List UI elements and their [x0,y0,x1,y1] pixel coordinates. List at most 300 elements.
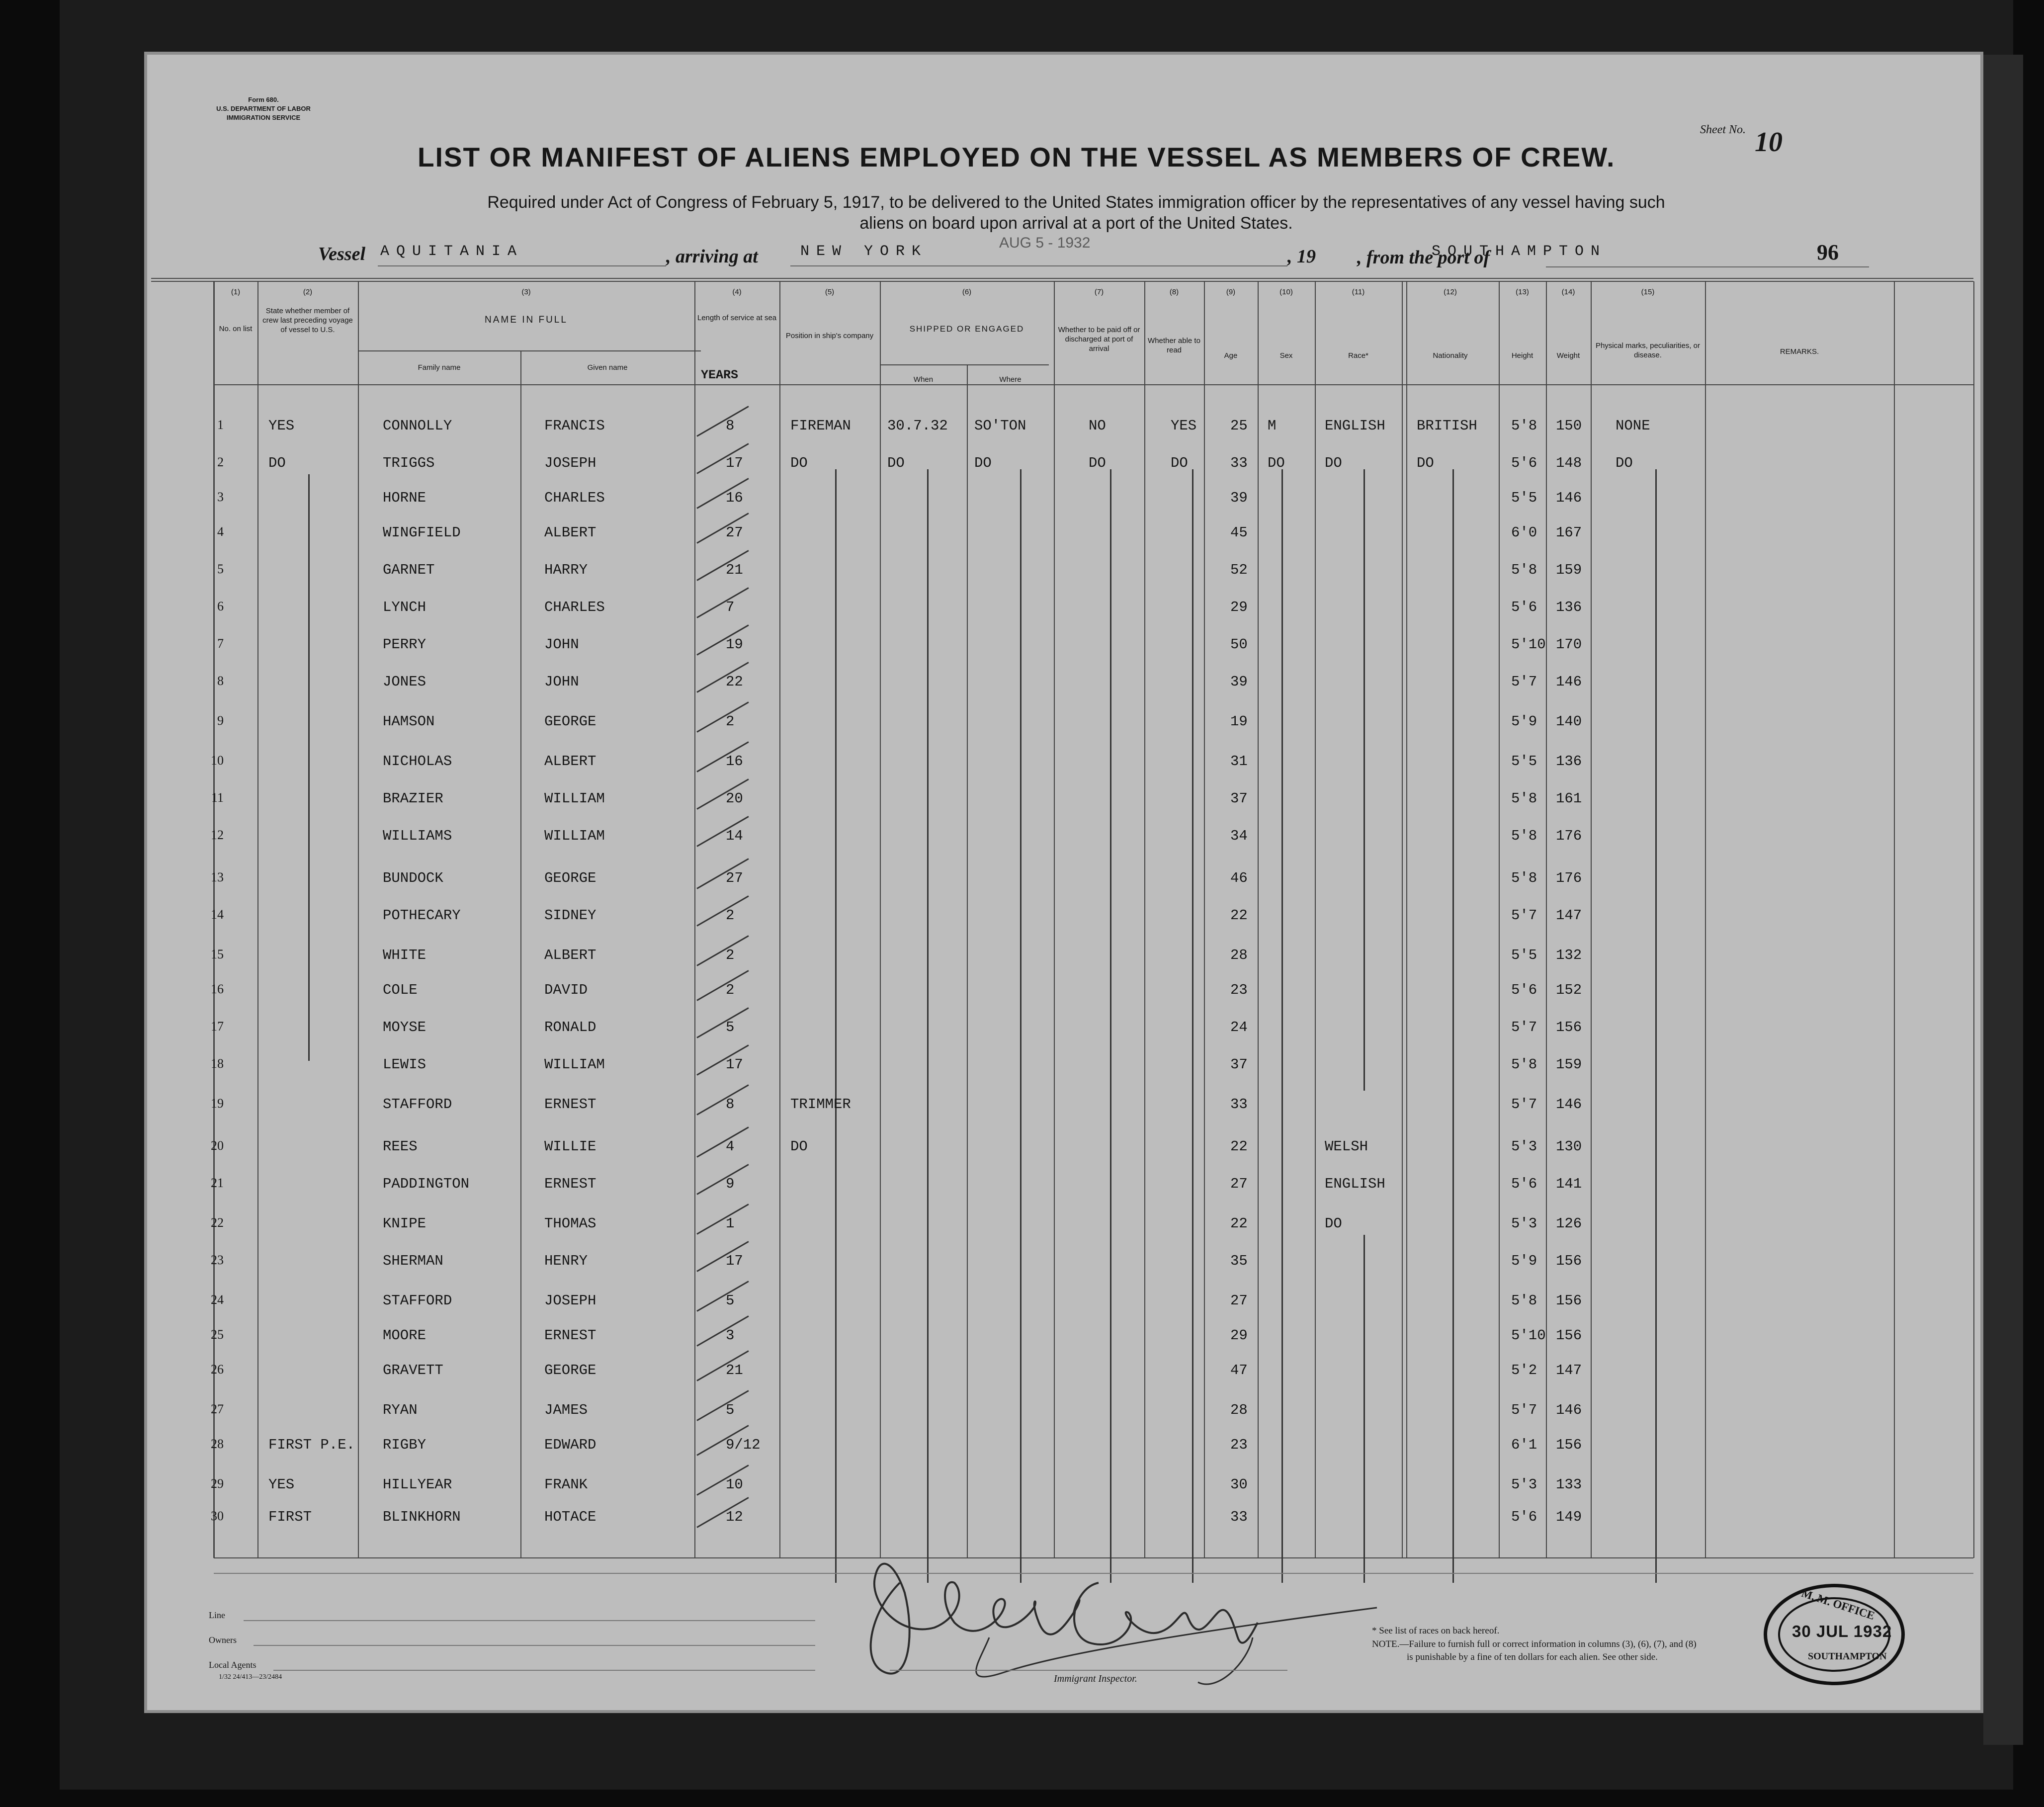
col-header-service-length: Length of service at sea [697,314,777,322]
cell-given: EDWARD [544,1437,596,1453]
cell-given: ALBERT [544,947,596,963]
col-rule [1705,281,1706,1558]
cell-family: RYAN [383,1402,418,1418]
cell-no: 27 [211,1402,224,1416]
cell-age: 24 [1230,1019,1248,1035]
cell-given: FRANCIS [544,418,605,434]
cell-age: 23 [1230,982,1248,998]
sheet-number: 10 [1755,127,1783,158]
arrival-port: NEW YORK [800,243,928,260]
cell-service: 2 [726,982,735,998]
col-header-read: Whether able to read [1148,337,1200,354]
cell-age: 19 [1230,713,1248,730]
cell-sex: M [1268,418,1277,434]
cell-family: LEWIS [383,1056,426,1073]
cell-no: 3 [217,490,224,504]
cell-weight: 148 [1556,455,1582,471]
cell-weight: 167 [1556,524,1582,541]
col-rule [1315,281,1316,1558]
cell-family: BRAZIER [383,790,443,807]
cell-service: 5 [726,1292,735,1309]
cell-height: 5'8 [1511,562,1537,578]
cell-no: 22 [211,1215,224,1230]
cell-race: ENGLISH [1325,418,1385,434]
from-port-label: , from the port of [1357,247,1490,268]
cell-given: SIDNEY [544,907,596,924]
col-header-where: Where [999,375,1022,384]
cell-service: 10 [726,1476,743,1493]
col-number: (1) [231,288,241,296]
cell-given: FRANK [544,1476,588,1493]
cell-given: JOSEPH [544,455,596,471]
cell-age: 30 [1230,1476,1248,1493]
col-rule [257,281,258,1558]
cell-family: REES [383,1138,418,1155]
col-rule [358,281,359,1558]
cell-service: 4 [726,1138,735,1155]
print-code: 1/32 24/413—23/2484 [219,1673,282,1681]
cell-service: 14 [726,828,743,844]
cell-height: 5'9 [1511,713,1537,730]
cell-no: 25 [211,1327,224,1342]
cell-family: GRAVETT [383,1362,443,1378]
cell-weight: 140 [1556,713,1582,730]
cell-read: YES [1171,418,1197,434]
cell-where: DO [974,455,992,471]
arriving-label: , arriving at [666,246,758,267]
cell-weight: 126 [1556,1215,1582,1232]
cell-given: THOMAS [544,1215,596,1232]
cell-given: HARRY [544,562,588,578]
cell-age: 22 [1230,1138,1248,1155]
cell-read: DO [1171,455,1188,471]
cell-given: JOSEPH [544,1292,596,1309]
cell-no: 12 [211,828,224,842]
col-number: (15) [1641,288,1655,296]
cell-age: 28 [1230,947,1248,963]
cell-prev: YES [268,1476,295,1493]
cell-no: 20 [211,1138,224,1153]
cell-no: 15 [211,947,224,961]
cell-no: 1 [217,418,224,432]
ditto-line [1655,469,1657,1583]
cell-no: 26 [211,1362,224,1377]
col-number: (8) [1169,288,1179,296]
cell-given: GEORGE [544,870,596,886]
cell-age: 47 [1230,1362,1248,1378]
cell-height: 5'6 [1511,599,1537,615]
cell-height: 5'2 [1511,1362,1537,1378]
col-header-when: When [913,375,934,384]
cell-given: ERNEST [544,1176,596,1192]
cell-height: 5'7 [1511,907,1537,924]
cell-weight: 176 [1556,828,1582,844]
cell-family: COLE [383,982,418,998]
cell-no: 13 [211,870,224,884]
cell-family: BLINKHORN [383,1509,461,1525]
col-header-paid-off: Whether to be paid off or discharged at port of arrival [1058,326,1140,353]
cell-family: HILLYEAR [383,1476,452,1493]
col-header-name: NAME IN FULL [485,315,568,325]
cell-family: WILLIAMS [383,828,452,844]
cell-no: 18 [211,1056,224,1071]
cell-age: 29 [1230,1327,1248,1344]
col-header-position: Position in ship's company [785,332,874,340]
cell-service: 12 [726,1509,743,1525]
cell-no: 24 [211,1292,224,1307]
cell-no: 29 [211,1476,224,1491]
col-rule [1258,281,1259,1558]
cell-service: 1 [726,1215,735,1232]
inspector-underline [890,1670,1287,1671]
col-number: (2) [303,288,313,296]
cell-age: 37 [1230,790,1248,807]
stamp-top-text: M. M. OFFICE [1800,1586,1876,1623]
cell-given: GEORGE [544,1362,596,1378]
service-name: IMMIGRATION SERVICE [226,114,301,121]
cell-age: 22 [1230,907,1248,924]
cell-age: 33 [1230,455,1248,471]
cell-given: WILLIAM [544,1056,605,1073]
cell-family: TRIGGS [383,455,435,471]
cell-age: 33 [1230,1509,1248,1525]
cell-position: DO [790,455,808,471]
cell-no: 10 [211,753,224,768]
col-header-nationality: Nationality [1433,351,1468,360]
agents-underline [273,1670,815,1671]
department-name: U.S. DEPARTMENT OF LABOR [216,105,311,112]
cell-sex: DO [1268,455,1285,471]
cell-given: ERNEST [544,1096,596,1113]
cell-weight: 146 [1556,674,1582,690]
ditto-line [1110,469,1111,1583]
cell-weight: 149 [1556,1509,1582,1525]
ditto-line [308,474,310,1061]
cell-service: 27 [726,524,743,541]
cell-no: 11 [211,790,224,805]
cell-race: DO [1325,1215,1342,1232]
col-number: (14) [1561,288,1575,296]
cell-weight: 156 [1556,1019,1582,1035]
col-number: (11) [1352,288,1365,296]
col-header-list-no: No. on list [219,325,253,333]
cell-age: 25 [1230,418,1248,434]
col-rule [1546,281,1547,1558]
cell-given: RONALD [544,1019,596,1035]
col-rule [880,281,881,1558]
owners-underline [254,1645,815,1646]
cell-service: 9/12 [726,1437,761,1453]
cell-height: 5'8 [1511,828,1537,844]
cell-height: 5'7 [1511,1402,1537,1418]
cell-given: CHARLES [544,599,605,615]
cell-when: DO [887,455,905,471]
cell-weight: 146 [1556,1402,1582,1418]
cell-height: 5'8 [1511,870,1537,886]
cell-family: MOORE [383,1327,426,1344]
ditto-line [1452,469,1454,1583]
cell-paid-off: NO [1089,418,1106,434]
col-rule [1894,281,1895,1558]
col-number: (6) [962,288,972,296]
cell-age: 37 [1230,1056,1248,1073]
cell-weight: 141 [1556,1176,1582,1192]
cell-age: 33 [1230,1096,1248,1113]
cell-weight: 146 [1556,1096,1582,1113]
cell-age: 52 [1230,562,1248,578]
cell-height: 5'6 [1511,1509,1537,1525]
line-label: Line [209,1610,225,1620]
cell-marks: NONE [1616,418,1650,434]
arrival-date-stamp: AUG 5 - 1932 [999,235,1091,251]
cell-weight: 161 [1556,790,1582,807]
cell-given: ERNEST [544,1327,596,1344]
col-rule [1973,281,1974,1558]
cell-service: 8 [726,418,735,434]
cell-given: WILLIE [544,1138,596,1155]
cell-no: 21 [211,1176,224,1190]
departure-port: SOUTHAMPTON [1432,243,1607,260]
cell-weight: 147 [1556,1362,1582,1378]
cell-no: 30 [211,1509,224,1523]
cell-service: 5 [726,1019,735,1035]
agents-label: Local Agents [209,1660,256,1670]
cell-no: 19 [211,1096,224,1111]
sheet-label: Sheet No. [1700,123,1746,136]
cell-nationality: BRITISH [1417,418,1477,434]
cell-given: DAVID [544,982,588,998]
col-rule [520,351,521,1558]
cell-weight: 130 [1556,1138,1582,1155]
cell-height: 5'6 [1511,1176,1537,1192]
ditto-line [927,469,929,1583]
owners-label: Owners [209,1635,237,1645]
col-header-given-name: Given name [587,363,628,372]
cell-family: HORNE [383,490,426,506]
ditto-line [1281,469,1283,1583]
cell-weight: 156 [1556,1437,1582,1453]
cell-height: 5'6 [1511,455,1537,471]
cell-weight: 156 [1556,1327,1582,1344]
cell-given: JAMES [544,1402,588,1418]
cell-age: 34 [1230,828,1248,844]
col-rule [694,281,695,1558]
col-number: (13) [1516,288,1529,296]
cell-no: 23 [211,1253,224,1267]
cell-family: RIGBY [383,1437,426,1453]
cell-service: 16 [726,490,743,506]
cell-height: 5'8 [1511,1056,1537,1073]
cell-no: 4 [217,524,224,539]
cell-service: 2 [726,713,735,730]
cell-no: 8 [217,674,224,688]
cell-height: 5'3 [1511,1138,1537,1155]
cell-nationality: DO [1417,455,1434,471]
cell-no: 2 [217,455,224,469]
cell-height: 5'10 [1511,636,1546,653]
cell-given: WILLIAM [544,790,605,807]
page-title: LIST OR MANIFEST OF ALIENS EMPLOYED ON THE VESSEL AS MEMBERS OF CREW. [418,142,1616,172]
cell-given: ALBERT [544,753,596,770]
col-rule [1204,281,1205,1558]
stamp-date: 30 JUL 1932 [1792,1622,1892,1640]
cell-height: 5'7 [1511,1096,1537,1113]
cell-service: 21 [726,1362,743,1378]
cell-family: BUNDOCK [383,870,443,886]
cell-weight: 147 [1556,907,1582,924]
cell-height: 5'3 [1511,1215,1537,1232]
ditto-line [1192,469,1193,1583]
cell-height: 5'3 [1511,1476,1537,1493]
cell-weight: 136 [1556,753,1582,770]
cell-age: 22 [1230,1215,1248,1232]
cell-age: 23 [1230,1437,1248,1453]
cell-age: 35 [1230,1253,1248,1269]
cell-weight: 156 [1556,1292,1582,1309]
cell-service: 20 [726,790,743,807]
form-number: Form 680. [248,96,279,103]
col-number: (5) [825,288,835,296]
cell-service: 17 [726,1253,743,1269]
stamp-bottom-text: SOUTHAMPTON [1808,1651,1887,1662]
cell-height: 5'6 [1511,982,1537,998]
subtitle-line-1: Required under Act of Congress of February 5, 1917, to be delivered to the United States immigration officer by the representatives of any vessel having such [487,193,1665,212]
cell-service: 27 [726,870,743,886]
cell-height: 5'7 [1511,1019,1537,1035]
cell-no: 28 [211,1437,224,1451]
col-header-family-name: Family name [418,363,461,372]
cell-service: 7 [726,599,735,615]
col-rule [1499,281,1500,1558]
cell-prev: FIRST P.E. [268,1437,355,1453]
cell-service: 17 [726,1056,743,1073]
cell-given: GEORGE [544,713,596,730]
underlying-sheet-edge [1983,55,2023,1745]
cell-when: 30.7.32 [887,418,948,434]
line-underline [244,1620,815,1621]
cell-weight: 176 [1556,870,1582,886]
cell-weight: 132 [1556,947,1582,963]
cell-service: 5 [726,1402,735,1418]
col-header-physical-marks: Physical marks, peculiarities, or disease. [1595,342,1701,359]
col-rule [967,365,968,1558]
cell-given: JOHN [544,674,579,690]
cell-no: 5 [217,562,224,576]
cell-family: LYNCH [383,599,426,615]
cell-family: WHITE [383,947,426,963]
office-stamp [1764,1584,1905,1685]
cell-no: 14 [211,907,224,922]
cell-service: 19 [726,636,743,653]
cell-family: GARNET [383,562,435,578]
inspector-label: Immigrant Inspector. [1054,1673,1137,1684]
cell-service: 17 [726,455,743,471]
col-header-age: Age [1224,351,1238,360]
cell-family: WINGFIELD [383,524,461,541]
col-number: (7) [1094,288,1104,296]
col-rule [1402,281,1403,1558]
cell-age: 50 [1230,636,1248,653]
cell-given: CHARLES [544,490,605,506]
cell-position: FIREMAN [790,418,851,434]
cell-age: 28 [1230,1402,1248,1418]
cell-service: 8 [726,1096,735,1113]
penalty-note-line-2: is punishable by a fine of ten dollars for each alien. See other side. [1407,1652,1658,1662]
col-number: (4) [732,288,742,296]
cell-age: 39 [1230,490,1248,506]
cell-weight: 159 [1556,1056,1582,1073]
cell-given: HOTACE [544,1509,596,1525]
ditto-line [1020,469,1022,1583]
cell-given: HENRY [544,1253,588,1269]
cell-family: PADDINGTON [383,1176,470,1192]
cell-age: 31 [1230,753,1248,770]
col-header-height: Height [1511,351,1533,360]
cell-no: 6 [217,599,224,613]
cell-age: 29 [1230,599,1248,615]
cell-prev: FIRST [268,1509,312,1525]
col-header-weight: Weight [1556,351,1580,360]
cell-race: ENGLISH [1325,1176,1385,1192]
cell-weight: 170 [1556,636,1582,653]
cell-height: 5'8 [1511,418,1537,434]
cell-age: 45 [1230,524,1248,541]
col-header-shipped: SHIPPED OR ENGAGED [909,324,1024,334]
cell-height: 5'7 [1511,674,1537,690]
race-note: * See list of races on back hereof. [1372,1626,1500,1636]
cell-weight: 159 [1556,562,1582,578]
col-header-sex: Sex [1279,351,1293,360]
cell-where: SO'TON [974,418,1026,434]
cell-no: 9 [217,713,224,728]
cell-given: ALBERT [544,524,596,541]
cell-weight: 136 [1556,599,1582,615]
cell-family: KNIPE [383,1215,426,1232]
cell-prev: YES [268,418,295,434]
col-header-race: Race* [1348,351,1368,360]
cell-age: 27 [1230,1292,1248,1309]
cell-marks: DO [1616,455,1633,471]
cell-height: 5'5 [1511,490,1537,506]
cell-family: CONNOLLY [383,418,452,434]
cell-prev: DO [268,455,286,471]
cell-service: 2 [726,947,735,963]
col-number: (3) [521,288,531,296]
penalty-note-line-1: NOTE.—Failure to furnish full or correct information in columns (3), (6), (7), and (8) [1372,1639,1697,1649]
cell-family: STAFFORD [383,1096,452,1113]
col-number: (12) [1444,288,1457,296]
cell-race: WELSH [1325,1138,1368,1155]
cell-no: 16 [211,982,224,996]
cell-no: 7 [217,636,224,651]
cell-paid-off: DO [1089,455,1106,471]
cell-service: 9 [726,1176,735,1192]
list-number: 96 [1817,240,1839,264]
cell-height: 5'10 [1511,1327,1546,1344]
cell-given: JOHN [544,636,579,653]
cell-weight: 133 [1556,1476,1582,1493]
cell-given: WILLIAM [544,828,605,844]
cell-family: SHERMAN [383,1253,443,1269]
cell-service: 2 [726,907,735,924]
col-rule [779,281,780,1558]
cell-service: 22 [726,674,743,690]
ditto-line [835,469,837,1583]
cell-service: 3 [726,1327,735,1344]
cell-age: 39 [1230,674,1248,690]
cell-height: 5'5 [1511,753,1537,770]
ditto-line [1363,469,1365,1091]
